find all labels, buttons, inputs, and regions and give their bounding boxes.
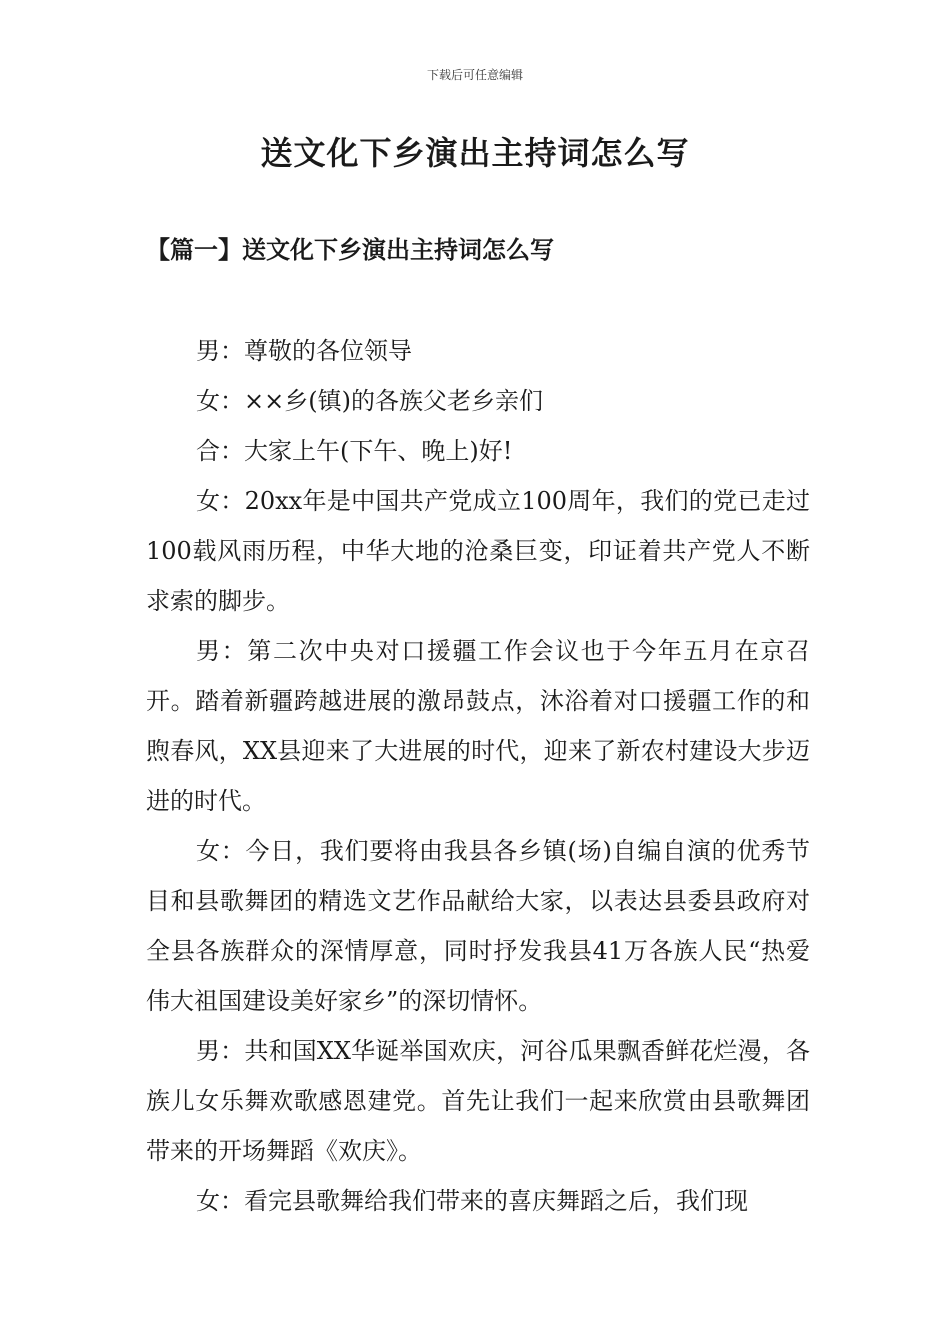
document-title: 送文化下乡演出主持词怎么写 <box>260 134 690 172</box>
paragraph: 男：尊敬的各位领导 <box>196 337 412 365</box>
paragraph: 合：大家上午(下午、晚上)好! <box>196 437 513 465</box>
document-body <box>146 326 810 1226</box>
paragraph: 女：20xx年是中国共产党成立100周年，我们的党已走过100载风雨历程，中华大地的沧桑巨变，印证着共产党人不断求索的脚步。 <box>146 487 810 615</box>
paragraph: 女：看完县歌舞给我们带来的喜庆舞蹈之后，我们现 <box>196 1187 748 1215</box>
paragraph: 男：第二次中央对口援疆工作会议也于今年五月在京召开。踏着新疆跨越进展的激昂鼓点，沐浴着对口援疆工作的和煦春风，XX县迎来了大进展的时代，迎来了新农村建设大步迈进的时代。 <box>146 637 810 815</box>
header-note: 下载后可任意编辑 <box>426 68 523 82</box>
paragraph: 男：共和国XX华诞举国欢庆，河谷瓜果飘香鲜花烂漫，各族儿女乐舞欢歌感恩建党。首先让我们一起来欣赏由县歌舞团带来的开场舞蹈《欢庆》。 <box>146 1037 810 1165</box>
section-heading: 【篇一】送文化下乡演出主持词怎么写 <box>146 236 554 264</box>
paragraph: 女：××乡(镇)的各族父老乡亲们 <box>196 387 543 415</box>
paragraph: 女：今日，我们要将由我县各乡镇(场)自编自演的优秀节目和县歌舞团的精选文艺作品献给大家，以表达县委县政府对全县各族群众的深情厚意，同时抒发我县41万各族人民“热爱伟大祖国建设美好家乡”的深切情怀。 <box>146 837 810 1015</box>
